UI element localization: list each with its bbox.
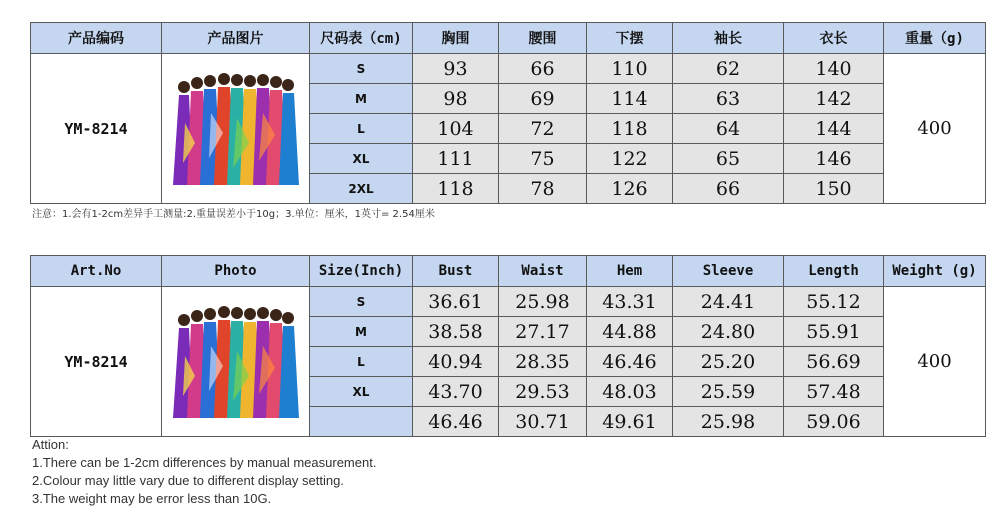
size-cell: S: [310, 287, 413, 317]
length-cell: 150: [784, 174, 884, 204]
bust-cell: 111: [413, 144, 499, 174]
waist-cell: 25.98: [499, 287, 587, 317]
col-header-hem: Hem: [587, 256, 673, 287]
bust-cell: 38.58: [413, 317, 499, 347]
bust-cell: 43.70: [413, 377, 499, 407]
waist-cell: 69: [499, 84, 587, 114]
sleeve-cell: 24.80: [673, 317, 784, 347]
waist-cell: 27.17: [499, 317, 587, 347]
weight-cell: 400: [884, 287, 986, 437]
length-cell: 142: [784, 84, 884, 114]
bust-cell: 118: [413, 174, 499, 204]
sleeve-cell: 62: [673, 54, 784, 84]
weight-cell: 400: [884, 54, 986, 204]
product-photo: [162, 54, 310, 204]
col-header-bust: Bust: [413, 256, 499, 287]
model-group-photo-icon: [171, 306, 301, 418]
en-notes: [32, 436, 376, 508]
size-cell: L: [310, 347, 413, 377]
hem-cell: 44.88: [587, 317, 673, 347]
size-cell: M: [310, 317, 413, 347]
bust-cell: 46.46: [413, 407, 499, 437]
sleeve-cell: 24.41: [673, 287, 784, 317]
cn-note: 注意：1.会有1-2cm差异手工测量:2.重量误差小于10g；3.单位：厘米，1英寸= 2.54厘米: [32, 209, 435, 220]
col-header-waist: Waist: [499, 256, 587, 287]
hem-cell: 43.31: [587, 287, 673, 317]
note-line: 1.There can be 1-2cm differences by manual measurement.: [32, 455, 377, 470]
model-group-photo-icon: [171, 73, 301, 185]
waist-cell: 66: [499, 54, 587, 84]
product-photo: [162, 287, 310, 437]
length-cell: 140: [784, 54, 884, 84]
sleeve-cell: 25.20: [673, 347, 784, 377]
col-header-size: Size(Inch): [310, 256, 413, 287]
hem-cell: 114: [587, 84, 673, 114]
size-chart-en: [30, 255, 986, 437]
sleeve-cell: 64: [673, 114, 784, 144]
table-row: [31, 287, 986, 317]
length-cell: 59.06: [784, 407, 884, 437]
waist-cell: 29.53: [499, 377, 587, 407]
col-header-weight: Weight (g): [884, 256, 986, 287]
sleeve-cell: 25.59: [673, 377, 784, 407]
hem-cell: 122: [587, 144, 673, 174]
waist-cell: 75: [499, 144, 587, 174]
note-line: 3.The weight may be error less than 10G.: [32, 491, 272, 506]
bust-cell: 93: [413, 54, 499, 84]
col-header-length: 衣长: [784, 23, 884, 54]
sleeve-cell: 63: [673, 84, 784, 114]
col-header-waist: 腰围: [499, 23, 587, 54]
waist-cell: 28.35: [499, 347, 587, 377]
sleeve-cell: 25.98: [673, 407, 784, 437]
waist-cell: 72: [499, 114, 587, 144]
size-chart-cn: [30, 22, 986, 204]
length-cell: 57.48: [784, 377, 884, 407]
length-cell: 146: [784, 144, 884, 174]
header-row: [31, 256, 986, 287]
waist-cell: 78: [499, 174, 587, 204]
col-header-hem: 下摆: [587, 23, 673, 54]
col-header-art-no: 产品编码: [31, 23, 162, 54]
art-no-cell: YM-8214: [31, 287, 162, 437]
length-cell: 144: [784, 114, 884, 144]
col-header-photo: 产品图片: [162, 23, 310, 54]
size-cell: 2XL: [310, 174, 413, 204]
col-header-photo: Photo: [162, 256, 310, 287]
hem-cell: 48.03: [587, 377, 673, 407]
size-cell: XL: [310, 377, 413, 407]
hem-cell: 118: [587, 114, 673, 144]
length-cell: 56.69: [784, 347, 884, 377]
col-header-sleeve: Sleeve: [673, 256, 784, 287]
waist-cell: 30.71: [499, 407, 587, 437]
col-header-sleeve: 袖长: [673, 23, 784, 54]
bust-cell: 40.94: [413, 347, 499, 377]
bust-cell: 98: [413, 84, 499, 114]
length-cell: 55.12: [784, 287, 884, 317]
note-line: 2.Colour may little vary due to different display setting.: [32, 473, 344, 488]
hem-cell: 126: [587, 174, 673, 204]
col-header-size: 尺码表（cm): [310, 23, 413, 54]
table-row: [31, 54, 986, 84]
size-cell: S: [310, 54, 413, 84]
size-cell: [310, 407, 413, 437]
hem-cell: 46.46: [587, 347, 673, 377]
length-cell: 55.91: [784, 317, 884, 347]
size-cell: M: [310, 84, 413, 114]
header-row: [31, 23, 986, 54]
hem-cell: 110: [587, 54, 673, 84]
size-cell: L: [310, 114, 413, 144]
sleeve-cell: 65: [673, 144, 784, 174]
col-header-bust: 胸围: [413, 23, 499, 54]
col-header-length: Length: [784, 256, 884, 287]
size-cell: XL: [310, 144, 413, 174]
notes-heading: Attion:: [32, 437, 69, 452]
sleeve-cell: 66: [673, 174, 784, 204]
bust-cell: 104: [413, 114, 499, 144]
col-header-art-no: Art.No: [31, 256, 162, 287]
art-no-cell: YM-8214: [31, 54, 162, 204]
bust-cell: 36.61: [413, 287, 499, 317]
hem-cell: 49.61: [587, 407, 673, 437]
col-header-weight: 重量（g): [884, 23, 986, 54]
